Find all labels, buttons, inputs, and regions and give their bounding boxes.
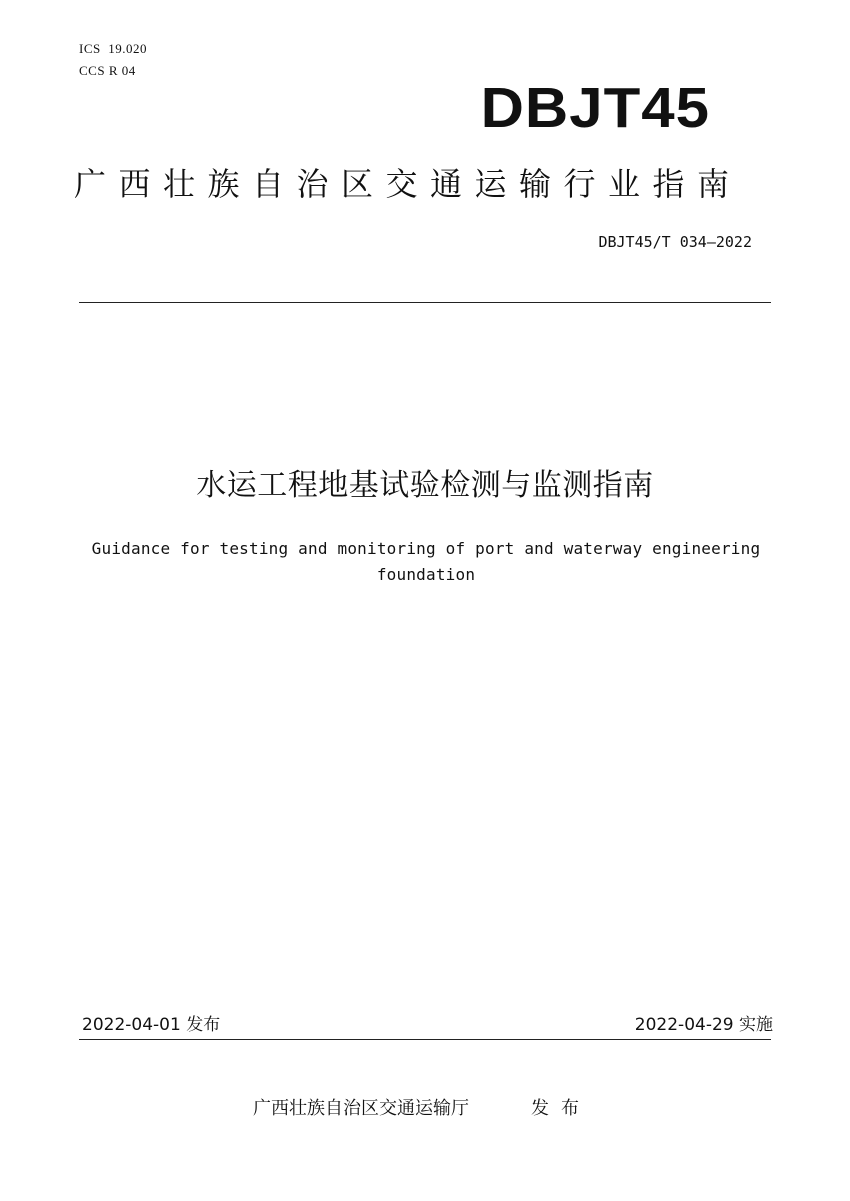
document-title-cn: 水运工程地基试验检测与监测指南 (196, 468, 654, 503)
document-title-en: Guidance for testing and monitoring of port and waterway engineering foundation (91, 539, 761, 584)
standard-logo: DBJT45 (480, 75, 710, 140)
standard-number: DBJT45/T 034—2022 (598, 233, 752, 251)
ics-code: ICS 19.020 (79, 41, 147, 56)
implementation-date: 2022-04-29 实施 (634, 1015, 773, 1035)
publish-label: 发布 (531, 1098, 591, 1119)
top-divider (79, 302, 771, 303)
publisher-name: 广西壮族自治区交通运输厅 (253, 1098, 469, 1119)
org-title: 广西壮族自治区交通运输行业指南 (74, 165, 742, 203)
issue-date: 2022-04-01 发布 (82, 1015, 221, 1035)
ccs-code: CCS R 04 (79, 63, 136, 78)
bottom-divider (79, 1039, 771, 1040)
